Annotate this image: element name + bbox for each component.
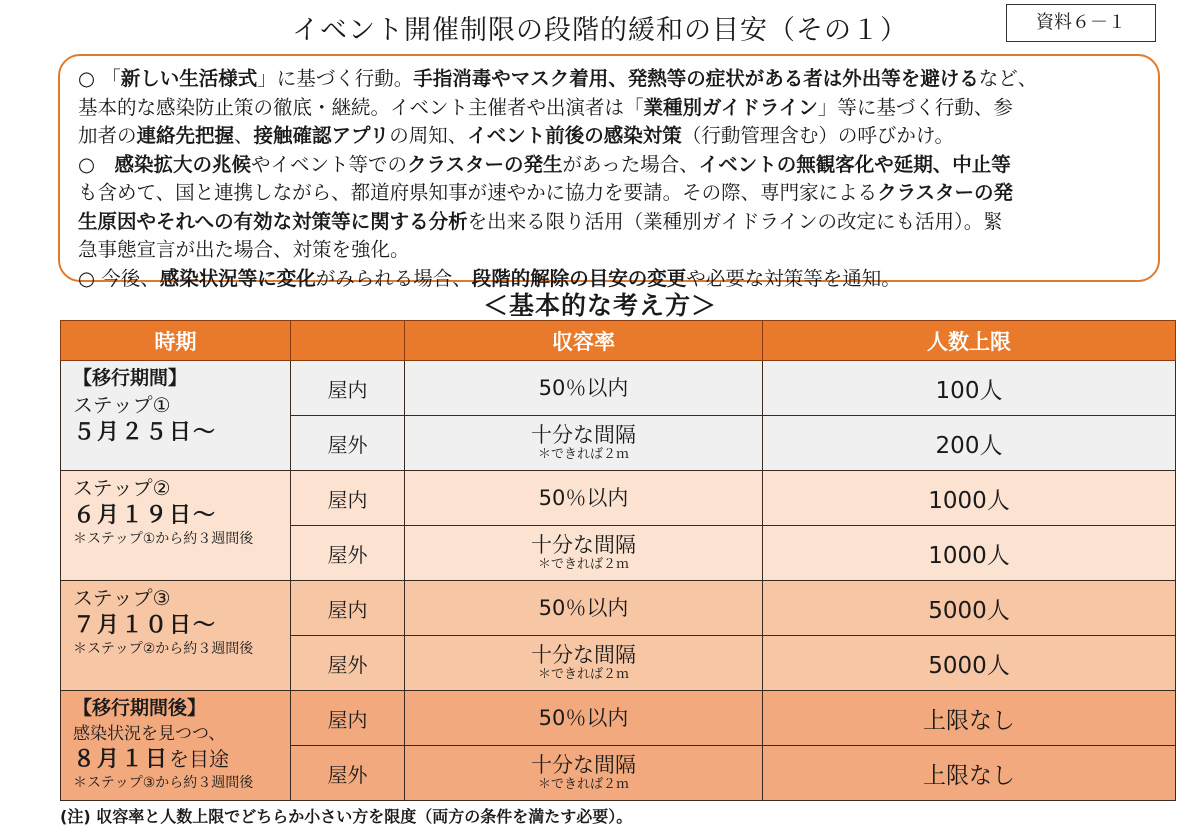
period-phase-label: 【移行期間】 [73, 367, 188, 389]
notice-text: など、 [978, 67, 1038, 90]
location-indoor: 屋内 [291, 691, 405, 746]
notice-emphasis: クラスターの発 [877, 181, 1014, 204]
notice-line [78, 208, 1140, 237]
header-blank [291, 321, 405, 361]
location-outdoor: 屋外 [291, 636, 405, 691]
capacity-outdoor-note: ＊できれば２ｍ [537, 557, 629, 572]
document-id-box: 資料６－１ [1006, 4, 1156, 42]
notice-text: や必要な対策等を通知。 [686, 266, 901, 290]
notice-text: も含めて、国と連携しながら、都道府県知事が速やかに協力を要請。その際、専門家による [78, 181, 878, 204]
notice-emphasis: 感染状況等に変化 [159, 266, 316, 290]
capacity-outdoor-main: 十分な間隔 [531, 753, 636, 777]
period-note: ＊ステップ②から約３週間後 [73, 641, 254, 657]
page-title: イベント開催制限の段階的緩和の目安（その１） [292, 15, 908, 46]
location-outdoor: 屋外 [291, 526, 405, 581]
notice-text: があった場合、 [562, 152, 699, 176]
period-date: ６月１９日～ [73, 503, 218, 528]
limit-outdoor: 5000人 [763, 636, 1176, 691]
notice-text: の周知、 [389, 124, 468, 147]
notice-text: ○ [78, 152, 115, 176]
capacity-value: 50％以内 [538, 706, 629, 730]
period-cell [61, 581, 291, 691]
limit-indoor: 1000人 [763, 471, 1176, 526]
capacity-indoor [405, 691, 763, 746]
event-limits-table [60, 320, 1176, 801]
notice-text: （行動管理含む）の呼びかけ。 [681, 124, 955, 147]
notice-text: ○ 「 [78, 67, 121, 90]
period-cell [61, 471, 291, 581]
capacity-outdoor-main: 十分な間隔 [531, 533, 636, 557]
capacity-value: 50％以内 [538, 486, 629, 510]
notice-emphasis: イベント前後の感染対策 [467, 124, 682, 147]
notice-emphasis: 接触確認アプリ [253, 124, 390, 147]
header-capacity: 収容率 [405, 321, 763, 361]
period-phase-label: 【移行期間後】 [73, 697, 207, 719]
period-step-label: ステップ③ [73, 586, 171, 610]
period-cell [61, 691, 291, 801]
notice-text: 」等に基づく行動、参 [817, 95, 1013, 119]
notice-line [78, 94, 1140, 123]
notice-line [78, 65, 1140, 94]
notice-emphasis: 連絡先把握 [136, 124, 235, 147]
period-date-suffix: を目途 [169, 747, 230, 771]
notice-text: がみられる場合、 [315, 266, 472, 290]
table-row [61, 361, 1176, 416]
period-date: ８月１日 [73, 747, 170, 772]
notice-emphasis: 手指消毒やマスク着用、発熱等の症状がある者は外出等を避ける [413, 67, 979, 90]
notice-emphasis: 業種別ガイドライン [643, 95, 818, 119]
notice-text: 」に基づく行動。 [257, 67, 414, 90]
location-indoor: 屋内 [291, 471, 405, 526]
location-outdoor: 屋外 [291, 416, 405, 471]
notice-line [78, 122, 1140, 151]
capacity-indoor [405, 361, 763, 416]
notice-emphasis: 新しい生活様式 [120, 67, 258, 90]
capacity-value: 50％以内 [538, 596, 629, 620]
period-date: ５月２５日～ [73, 420, 218, 445]
period-step-label: ステップ② [73, 476, 171, 500]
period-date: ７月１０日～ [73, 613, 218, 638]
period-condition: 感染状況を見つつ、 [73, 724, 226, 744]
location-indoor: 屋内 [291, 361, 405, 416]
notice-text: 、 [234, 124, 254, 147]
notice-text: ○ 今後、 [78, 266, 160, 290]
period-note: ＊ステップ①から約３週間後 [73, 531, 254, 547]
notice-text: を出来る限り活用（業種別ガイドラインの改定にも活用）。緊 [467, 209, 1003, 233]
header-limit: 人数上限 [763, 321, 1176, 361]
notice-emphasis: 段階的解除の目安の変更 [471, 266, 687, 290]
notice-emphasis: 生原因やそれへの有効な対策等に関する分析 [78, 209, 468, 233]
capacity-indoor [405, 471, 763, 526]
capacity-outdoor [405, 526, 763, 581]
capacity-outdoor [405, 636, 763, 691]
notice-text: 急事態宣言が出た場合、対策を強化。 [78, 238, 410, 261]
notice-emphasis: イベントの無観客化や延期、中止等 [698, 152, 1011, 176]
notice-box [58, 54, 1160, 290]
capacity-outdoor-note: ＊できれば２ｍ [537, 667, 629, 682]
notice-text: 基本的な感染防止策の徹底・継続。イベント主催者や出演者は「 [78, 95, 644, 119]
period-note: ＊ステップ③から約３週間後 [73, 775, 254, 791]
period-date-line [73, 746, 290, 773]
footnote: (注) 収容率と人数上限でどちらか小さい方を限度（両方の条件を満たす必要）。 [60, 807, 633, 826]
notice-line [78, 179, 1140, 208]
capacity-indoor [405, 581, 763, 636]
notice-text: やイベント等での [251, 152, 408, 176]
table-header-row [61, 321, 1176, 361]
capacity-outdoor-main: 十分な間隔 [531, 643, 636, 667]
capacity-outdoor-main: 十分な間隔 [531, 423, 636, 447]
notice-line [78, 151, 1140, 180]
header-period: 時期 [61, 321, 291, 361]
limit-indoor: 上限なし [763, 691, 1176, 746]
section-heading: ＜基本的な考え方＞ [482, 291, 717, 320]
table-row [61, 471, 1176, 526]
notice-line [78, 236, 1140, 265]
table-row [61, 691, 1176, 746]
period-step-label: ステップ① [73, 393, 171, 417]
location-outdoor: 屋外 [291, 746, 405, 801]
notice-emphasis: 感染拡大の兆候 [114, 152, 252, 176]
notice-text: 加者の [78, 124, 137, 147]
limit-outdoor: 上限なし [763, 746, 1176, 801]
period-cell [61, 361, 291, 471]
limit-indoor: 5000人 [763, 581, 1176, 636]
limit-indoor: 100人 [763, 361, 1176, 416]
capacity-outdoor-note: ＊できれば２ｍ [537, 777, 629, 792]
capacity-outdoor-note: ＊できれば２ｍ [537, 447, 629, 462]
limit-outdoor: 200人 [763, 416, 1176, 471]
table-row [61, 581, 1176, 636]
capacity-outdoor [405, 746, 763, 801]
location-indoor: 屋内 [291, 581, 405, 636]
notice-emphasis: クラスターの発生 [407, 152, 563, 176]
limit-outdoor: 1000人 [763, 526, 1176, 581]
capacity-outdoor [405, 416, 763, 471]
capacity-value: 50％以内 [538, 376, 629, 400]
